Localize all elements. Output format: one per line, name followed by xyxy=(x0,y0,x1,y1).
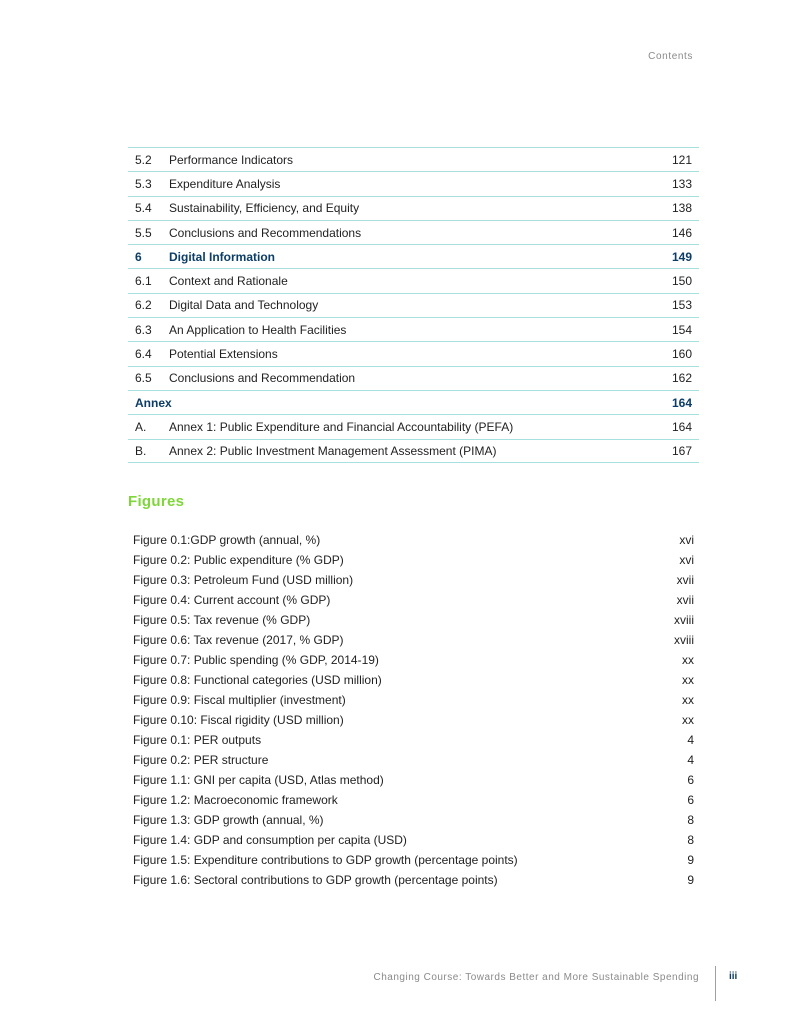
figure-entry[interactable] xyxy=(133,810,694,830)
toc-page: 146 xyxy=(671,225,692,240)
toc-page: 153 xyxy=(671,298,692,313)
toc-row[interactable] xyxy=(128,171,699,195)
figure-entry[interactable] xyxy=(133,710,694,730)
toc-page: 154 xyxy=(671,322,692,337)
figure-title: Figure 0.5: Tax revenue (% GDP) xyxy=(133,613,311,627)
table-of-contents xyxy=(128,147,699,463)
toc-number: 5.2 xyxy=(135,152,152,167)
toc-number: 6.1 xyxy=(135,274,152,289)
figure-page: 8 xyxy=(687,833,694,847)
toc-number: 6.2 xyxy=(135,298,152,313)
figure-entry[interactable] xyxy=(133,850,694,870)
toc-page: 160 xyxy=(671,347,692,362)
toc-page: 133 xyxy=(671,176,692,191)
figure-title: Figure 1.1: GNI per capita (USD, Atlas method) xyxy=(133,773,384,787)
toc-row[interactable] xyxy=(128,317,699,341)
toc-title: Digital Information xyxy=(169,249,275,264)
page-number: iii xyxy=(729,971,738,982)
figure-entry[interactable] xyxy=(133,690,694,710)
toc-title: Sustainability, Efficiency, and Equity xyxy=(169,201,360,216)
toc-title: An Application to Health Facilities xyxy=(169,322,347,337)
figure-title: Figure 0.3: Petroleum Fund (USD million) xyxy=(133,573,354,587)
figure-title: Figure 0.7: Public spending (% GDP, 2014-19) xyxy=(133,653,379,667)
figure-entry[interactable] xyxy=(133,570,694,590)
toc-title: Annex 1: Public Expenditure and Financial Accountability (PEFA) xyxy=(169,419,514,434)
toc-number: 6.5 xyxy=(135,371,152,386)
figure-page: 9 xyxy=(687,873,694,887)
toc-annex-row[interactable] xyxy=(128,390,699,414)
figure-page: xx xyxy=(682,653,694,667)
figure-title: Figure 0.10: Fiscal rigidity (USD million) xyxy=(133,713,344,727)
toc-title: Conclusions and Recommendations xyxy=(169,225,362,240)
toc-row[interactable] xyxy=(128,439,699,463)
toc-row[interactable] xyxy=(128,414,699,438)
figure-page: xvii xyxy=(676,593,694,607)
toc-row[interactable] xyxy=(128,196,699,220)
toc-page: 164 xyxy=(671,419,692,434)
toc-number: Annex xyxy=(135,395,172,410)
figures-heading: Figures xyxy=(128,493,185,510)
toc-title: Conclusions and Recommendation xyxy=(169,371,356,386)
figure-title: Figure 1.6: Sectoral contributions to GDP growth (percentage points) xyxy=(133,873,498,887)
figure-title: Figure 1.5: Expenditure contributions to GDP growth (percentage points) xyxy=(133,853,518,867)
figure-page: 4 xyxy=(687,733,694,747)
figure-entry[interactable] xyxy=(133,530,694,550)
toc-number: 6.3 xyxy=(135,322,152,337)
figure-entry[interactable] xyxy=(133,770,694,790)
figure-title: Figure 0.1: PER outputs xyxy=(133,733,262,747)
figure-page: xvi xyxy=(679,553,694,567)
figure-page: xvi xyxy=(679,533,694,547)
toc-title: Performance Indicators xyxy=(169,152,294,167)
figure-entry[interactable] xyxy=(133,550,694,570)
toc-number: 6 xyxy=(135,249,142,264)
toc-row[interactable] xyxy=(128,268,699,292)
toc-number: 5.5 xyxy=(135,225,152,240)
figure-entry[interactable] xyxy=(133,870,694,890)
figure-page: 8 xyxy=(687,813,694,827)
running-footer-title: Changing Course: Towards Better and More Sustainable Spending xyxy=(373,972,699,983)
toc-row[interactable] xyxy=(128,293,699,317)
toc-number: 5.3 xyxy=(135,176,152,191)
toc-page: 121 xyxy=(671,152,692,167)
toc-title: Annex 2: Public Investment Management Assessment (PIMA) xyxy=(169,443,497,458)
figure-title: Figure 0.8: Functional categories (USD million) xyxy=(133,673,382,687)
figure-entry[interactable] xyxy=(133,670,694,690)
toc-page: 167 xyxy=(671,443,692,458)
figure-title: Figure 1.3: GDP growth (annual, %) xyxy=(133,813,324,827)
figure-page: xx xyxy=(682,693,694,707)
figure-page: xviii xyxy=(674,633,694,647)
figure-title: Figure 0.9: Fiscal multiplier (investment) xyxy=(133,693,346,707)
toc-row[interactable] xyxy=(128,366,699,390)
figure-entry[interactable] xyxy=(133,750,694,770)
figure-page: xvii xyxy=(676,573,694,587)
toc-row[interactable] xyxy=(128,147,699,171)
toc-number: 5.4 xyxy=(135,201,152,216)
figure-page: 9 xyxy=(687,853,694,867)
figures-list xyxy=(133,530,694,890)
running-header: Contents xyxy=(648,51,693,62)
figure-entry[interactable] xyxy=(133,730,694,750)
figure-title: Figure 1.4: GDP and consumption per capita (USD) xyxy=(133,833,407,847)
toc-title: Context and Rationale xyxy=(169,274,288,289)
toc-title: Potential Extensions xyxy=(169,347,278,362)
toc-number: A. xyxy=(135,419,147,434)
toc-page: 149 xyxy=(671,249,692,264)
toc-page: 164 xyxy=(671,395,692,410)
figure-title: Figure 0.2: PER structure xyxy=(133,753,269,767)
toc-title: Digital Data and Technology xyxy=(169,298,319,313)
toc-title: Expenditure Analysis xyxy=(169,176,281,191)
toc-page: 150 xyxy=(671,274,692,289)
toc-row[interactable] xyxy=(128,220,699,244)
figure-page: xx xyxy=(682,673,694,687)
toc-page: 162 xyxy=(671,371,692,386)
figure-entry[interactable] xyxy=(133,790,694,810)
figure-page: xviii xyxy=(674,613,694,627)
figure-entry[interactable] xyxy=(133,630,694,650)
toc-number: B. xyxy=(135,443,147,458)
footer-divider xyxy=(715,966,716,1001)
toc-number: 6.4 xyxy=(135,347,152,362)
toc-chapter-row[interactable] xyxy=(128,244,699,268)
figure-title: Figure 0.1:GDP growth (annual, %) xyxy=(133,533,321,547)
figure-title: Figure 0.4: Current account (% GDP) xyxy=(133,593,331,607)
figure-page: 6 xyxy=(687,773,694,787)
figure-entry[interactable] xyxy=(133,830,694,850)
figure-page: 6 xyxy=(687,793,694,807)
toc-page: 138 xyxy=(671,201,692,216)
figure-title: Figure 0.2: Public expenditure (% GDP) xyxy=(133,553,344,567)
figure-entry[interactable] xyxy=(133,610,694,630)
figure-title: Figure 0.6: Tax revenue (2017, % GDP) xyxy=(133,633,344,647)
figure-page: 4 xyxy=(687,753,694,767)
toc-row[interactable] xyxy=(128,341,699,365)
figure-entry[interactable] xyxy=(133,590,694,610)
figure-title: Figure 1.2: Macroeconomic framework xyxy=(133,793,338,807)
figure-entry[interactable] xyxy=(133,650,694,670)
figure-page: xx xyxy=(682,713,694,727)
